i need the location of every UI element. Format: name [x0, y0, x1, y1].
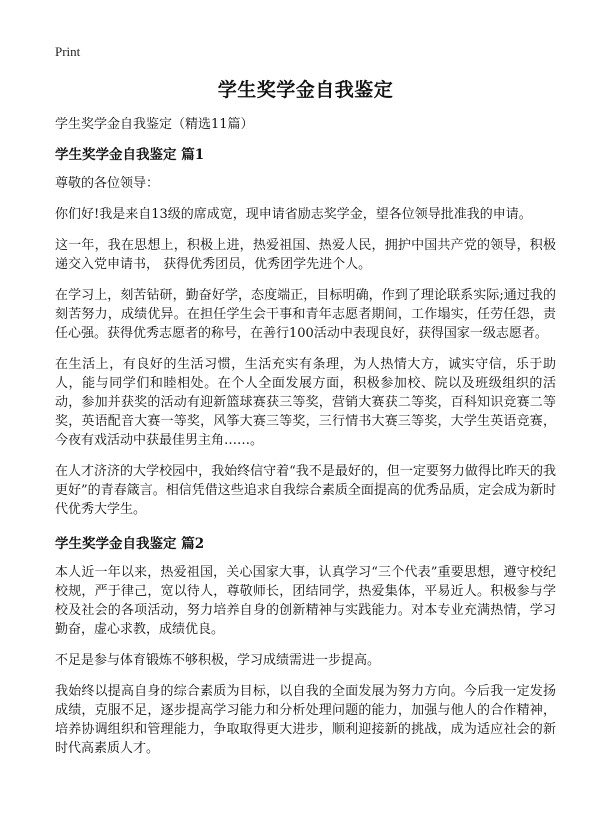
- section-2: [55, 535, 556, 758]
- page-title: 学生奖学金自我鉴定: [217, 79, 394, 101]
- document-subtitle: 学生奖学金自我鉴定（精选11篇）: [55, 117, 254, 132]
- paragraph-greeting: 尊敬的各位领导：: [55, 176, 160, 191]
- paragraph: 我始终以提高自身的综合素质为目标，以自我的全面发展为努力方向。今后我一定发扬成绩，克服不足，逐步提高学习能力和分析处理问题的能力，加强与他人的合作精神，培养协调组织和管理能力，争取取得更大进步，顺利迎接新的挑战，成为适应社会的新时代高素质人才。: [55, 684, 556, 756]
- section-1: [55, 146, 556, 519]
- paragraph: 你们好!我是来自13级的席成宽，现申请省励志奖学金，望各位领导批准我的申请。: [55, 207, 532, 222]
- section-heading: 学生奖学金自我鉴定 篇2: [55, 536, 205, 552]
- section-heading: 学生奖学金自我鉴定 篇1: [55, 147, 205, 163]
- paragraph: 在人才济济的大学校园中，我始终信守着“我不是最好的，但一定要努力做得比昨天的我更好”的青春箴言。相信凭借这些追求自我综合素质全面提高的优秀品质，定会成为新时代优秀大学生。: [55, 464, 556, 517]
- paragraph: 本人近一年以来，热爱祖国，关心国家大事，认真学习“三个代表”重要思想，遵守校纪校规，严于律己，宽以待人，尊敬师长，团结同学，热爱集体，平易近人。积极参与学校及社会的各项活动，努力培养自身的创新精神与实践能力。对本专业充满热情，学习勤奋，虚心求教，成绩优良。: [55, 565, 556, 637]
- paragraph: 在生活上，有良好的生活习惯，生活充实有条理，为人热情大方，诚实守信，乐于助人，能与同学们和睦相处。在个人全面发展方面，积极参加校、院以及班级组织的活动，参加并获奖的活动有迎新篮球赛获三等奖，营销大赛获二等奖，百科知识竞赛二等奖，英语配音大赛一等奖，风筝大赛三等奖，三行情书大赛三等奖，大学生英语竞赛，今夜有戏活动中获最佳男主角……。: [55, 357, 556, 448]
- print-link[interactable]: Print: [55, 44, 81, 59]
- paragraph: 这一年，我在思想上，积极上进，热爱祖国、热爱人民，拥护中国共产党的领导，积极递交入党申请书， 获得优秀团员，优秀团学先进个人。: [55, 238, 556, 272]
- paragraph: 在学习上，刻苦钻研，勤奋好学，态度端正，目标明确，作到了理论联系实际;通过我的刻苦努力，成绩优异。在担任学生会干事和青年志愿者期间，工作塌实，任劳任怨，责任心强。获得优秀志愿者的称号，在善行100活动中表现良好，获得国家一级志愿者。: [55, 288, 556, 341]
- paragraph: 不足是参与体育锻炼不够积极，学习成绩需进一步提高。: [55, 653, 381, 668]
